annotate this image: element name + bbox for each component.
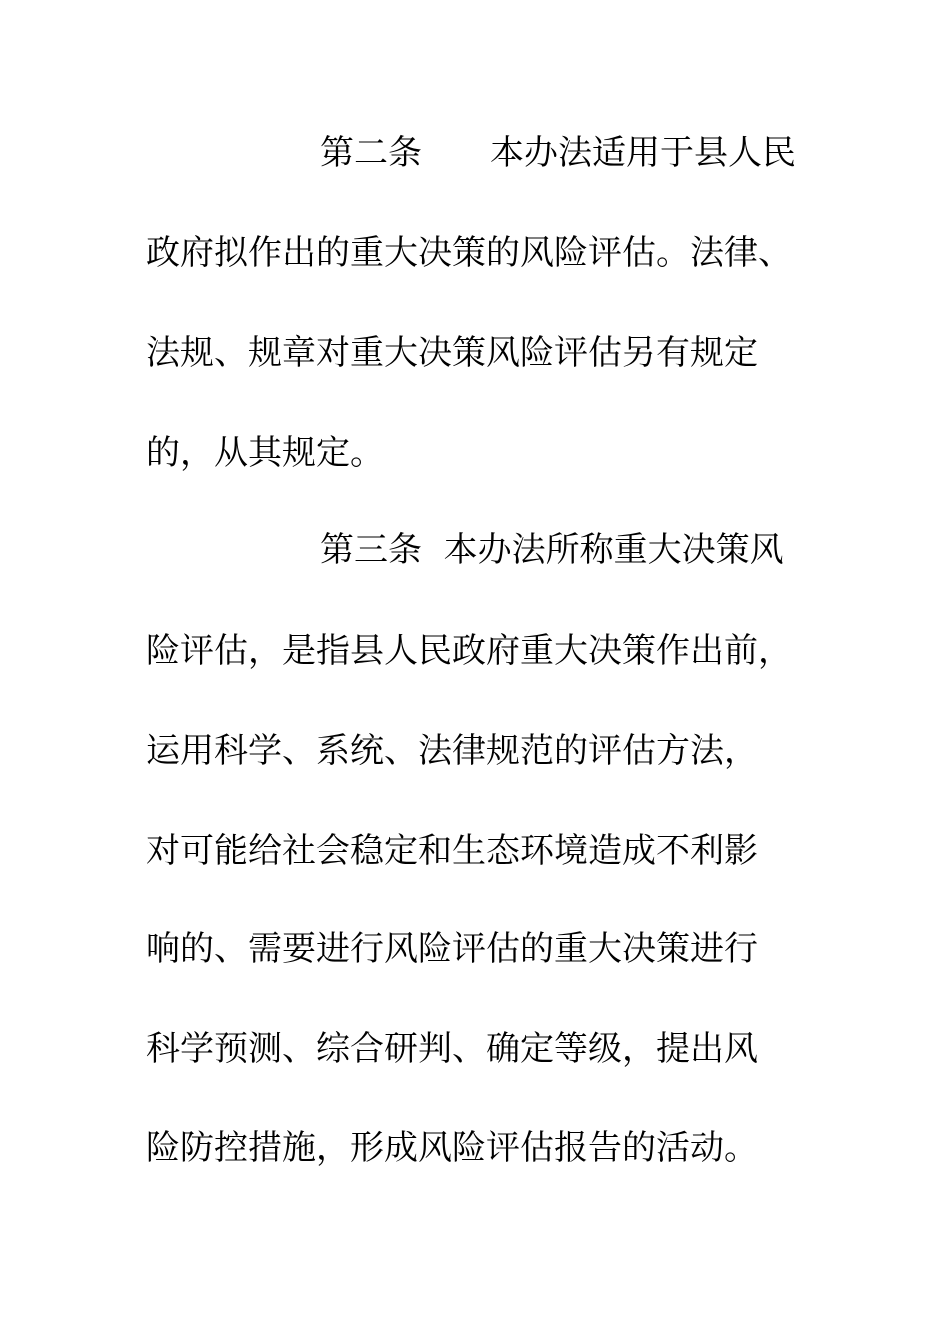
article-2-line-3: 法规、规章对重大决策风险评估另有规定: [146, 333, 758, 373]
article-2-line-1: 第二条 本办法适用于县人民: [320, 133, 796, 173]
article-2-line-4: 的，从其规定。: [146, 433, 384, 473]
article-3-line-6: 科学预测、综合研判、确定等级，提出风: [146, 1029, 758, 1069]
article-3-line-4: 对可能给社会稳定和生态环境造成不利影: [146, 831, 758, 871]
article-3-line-1: 第三条 本办法所称重大决策风: [320, 530, 784, 570]
article-3-line-5: 响的、需要进行风险评估的重大决策进行: [146, 929, 758, 969]
article-3-line-2: 险评估，是指县人民政府重大决策作出前，: [146, 631, 792, 671]
article-2-line-2: 政府拟作出的重大决策的风险评估。法律、: [146, 233, 792, 273]
article-3-line-3: 运用科学、系统、法律规范的评估方法，: [146, 731, 758, 771]
article-3-line-7: 险防控措施，形成风险评估报告的活动。: [146, 1128, 758, 1168]
